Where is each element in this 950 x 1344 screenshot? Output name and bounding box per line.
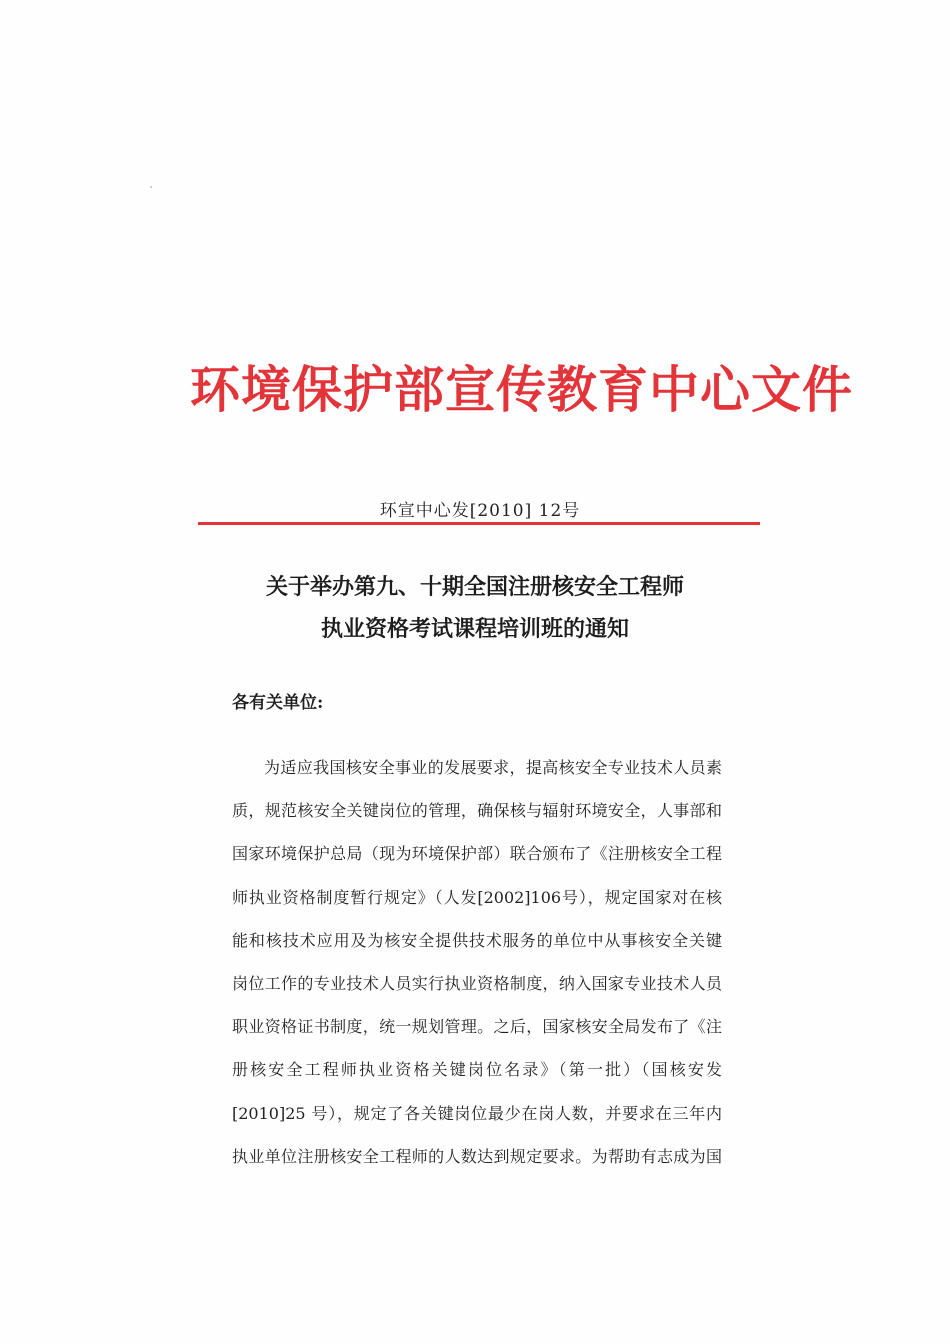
notice-title <box>200 566 750 650</box>
body-line: 质，规范核安全关键岗位的管理，确保核与辐射环境安全，人事部和 <box>232 801 722 821</box>
body-line: 能和核技术应用及为核安全提供技术服务的单位中从事核安全关键 <box>232 930 722 950</box>
body-paragraph <box>232 746 722 1178</box>
body-line: 执业单位注册核安全工程师的人数达到规定要求。为帮助有志成为国 <box>232 1146 722 1166</box>
body-line: 国家环境保护总局（现为环境保护部）联合颁布了《注册核安全工程 <box>232 844 722 864</box>
scan-speck <box>150 186 152 188</box>
document-number: 环宣中心发[2010] 12号 <box>379 501 581 521</box>
issuing-authority-header: 环境保护部宣传教育中心文件 <box>190 360 853 419</box>
notice-title-line-1: 关于举办第九、十期全国注册核安全工程师 <box>265 574 684 600</box>
body-line: [2010]25 号），规定了各关键岗位最少在岗人数，并要求在三年内 <box>232 1103 722 1123</box>
body-line: 岗位工作的专业技术人员实行执业资格制度，纳入国家专业技术人员 <box>232 974 722 994</box>
salutation: 各有关单位: <box>232 693 324 713</box>
red-divider-line <box>198 522 760 525</box>
notice-title-line-2: 执业资格考试课程培训班的通知 <box>320 616 629 642</box>
body-line: 册核安全工程师执业资格关键岗位名录》（第一批）（国核安发 <box>232 1060 722 1080</box>
body-line: 师执业资格制度暂行规定》（人发[2002]106号），规定国家对在核 <box>232 887 722 907</box>
body-line: 为适应我国核安全事业的发展要求，提高核安全专业技术人员素 <box>264 758 722 777</box>
body-line: 职业资格证书制度，统一规划管理。之后，国家核安全局发布了《注 <box>232 1017 722 1037</box>
